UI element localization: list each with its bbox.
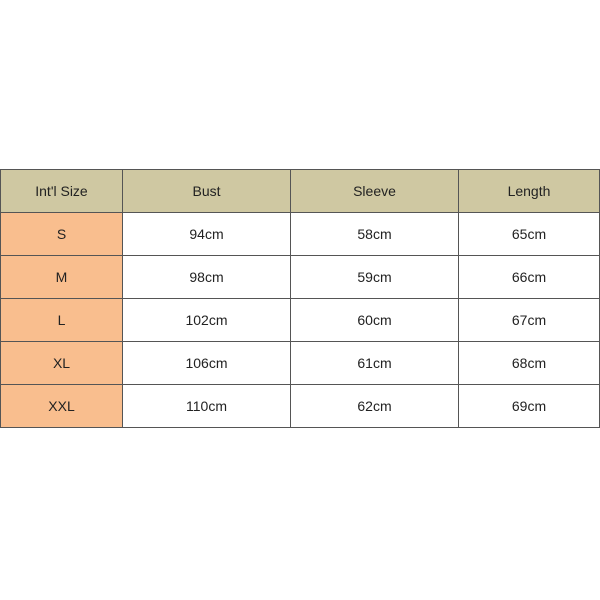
size-cell: XXL: [1, 385, 123, 428]
bust-cell: 94cm: [123, 213, 291, 256]
table-row: [1, 385, 600, 428]
header-intl-size: Int'l Size: [1, 170, 123, 213]
sleeve-cell: 58cm: [291, 213, 459, 256]
sleeve-cell: 62cm: [291, 385, 459, 428]
size-cell: L: [1, 299, 123, 342]
table-row: [1, 299, 600, 342]
header-sleeve: Sleeve: [291, 170, 459, 213]
size-cell: S: [1, 213, 123, 256]
sleeve-cell: 60cm: [291, 299, 459, 342]
table-row: [1, 213, 600, 256]
bust-cell: 102cm: [123, 299, 291, 342]
table-row: [1, 342, 600, 385]
size-cell: M: [1, 256, 123, 299]
length-cell: 69cm: [459, 385, 600, 428]
length-cell: 67cm: [459, 299, 600, 342]
bust-cell: 98cm: [123, 256, 291, 299]
sleeve-cell: 59cm: [291, 256, 459, 299]
bust-cell: 106cm: [123, 342, 291, 385]
length-cell: 65cm: [459, 213, 600, 256]
bust-cell: 110cm: [123, 385, 291, 428]
table-row: [1, 256, 600, 299]
length-cell: 68cm: [459, 342, 600, 385]
header-bust: Bust: [123, 170, 291, 213]
size-cell: XL: [1, 342, 123, 385]
header-length: Length: [459, 170, 600, 213]
length-cell: 66cm: [459, 256, 600, 299]
sleeve-cell: 61cm: [291, 342, 459, 385]
size-chart-table: [0, 169, 600, 428]
table-header-row: [1, 170, 600, 213]
